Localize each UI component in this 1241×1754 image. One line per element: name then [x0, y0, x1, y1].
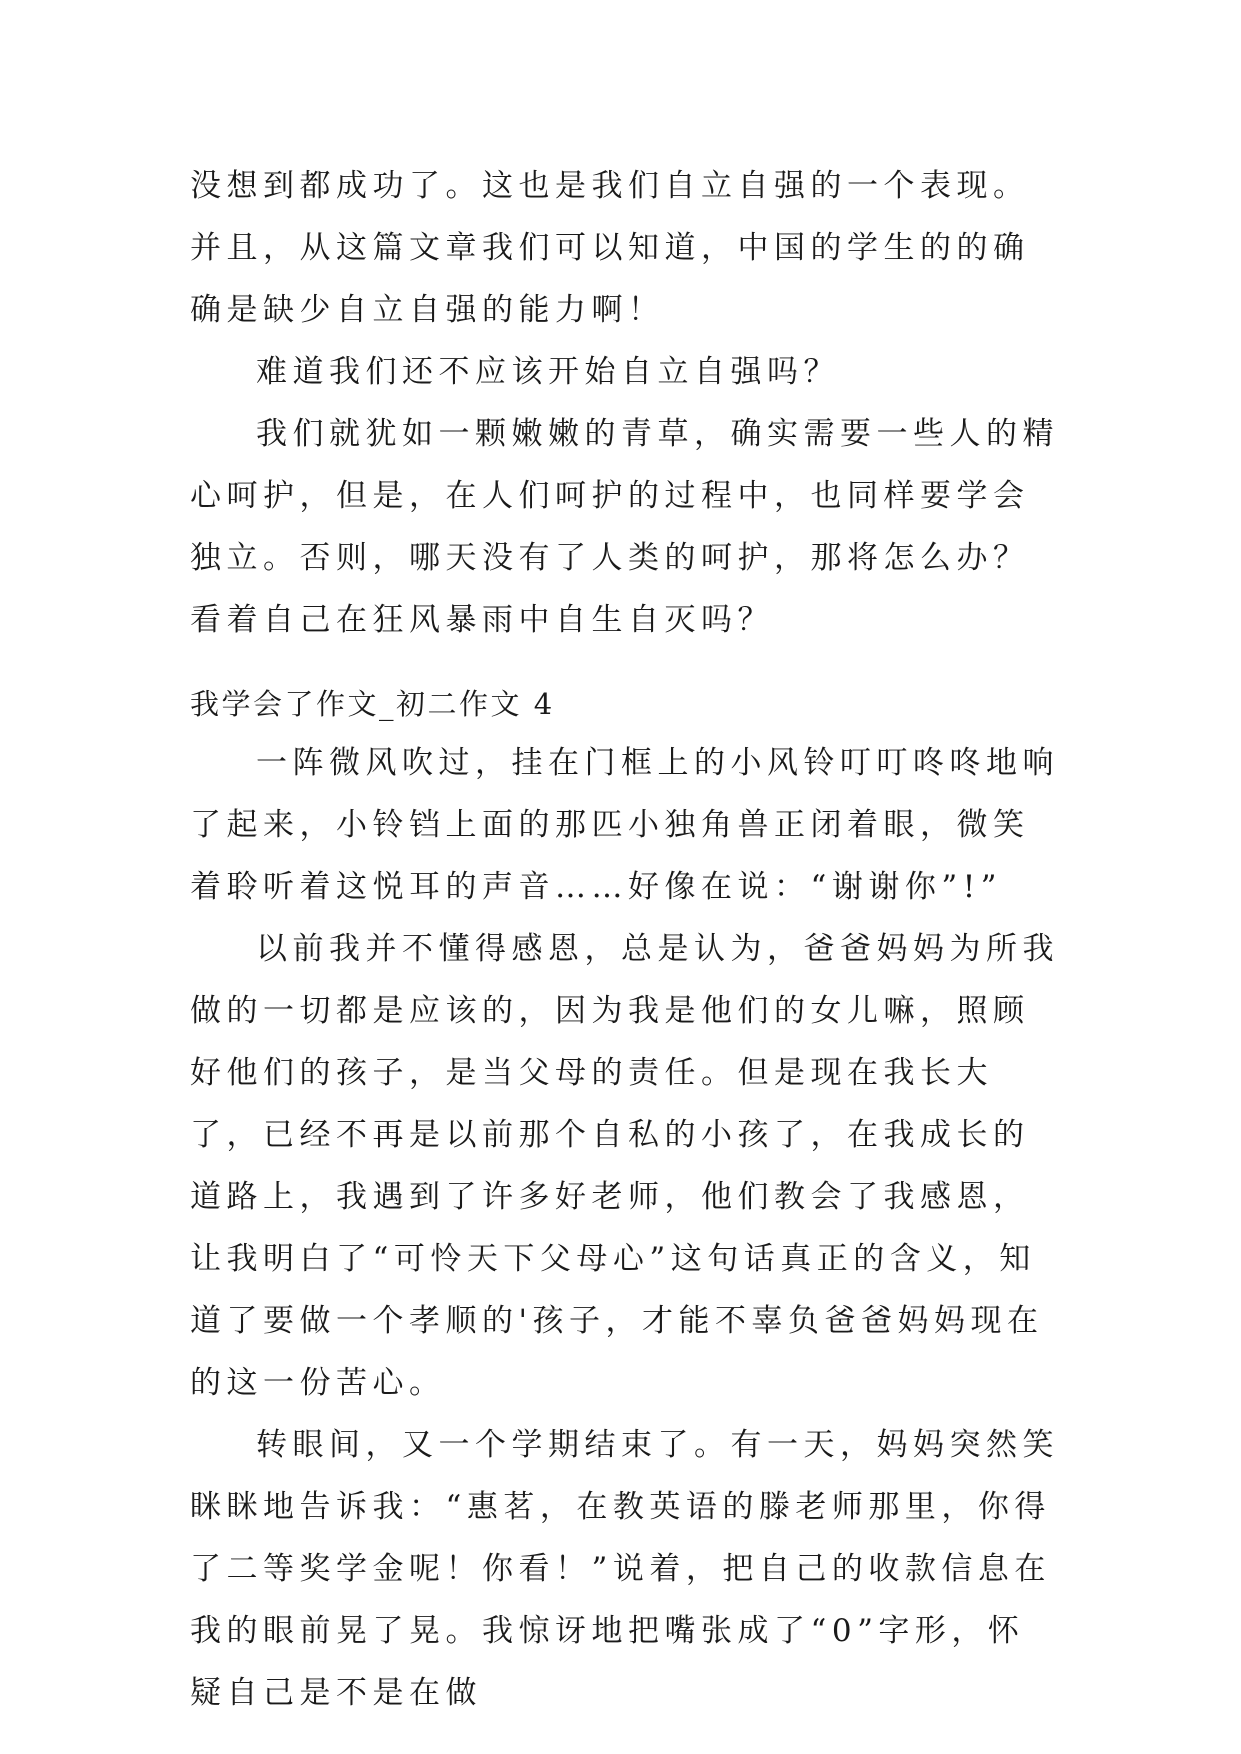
paragraph: 我们就犹如一颗嫩嫩的青草，确实需要一些人的精心呵护，但是，在人们呵护的过程中，也同样要学会独立。否则，哪天没有了人类的呵护，那将怎么办？看着自己在狂风暴雨中自生自灭吗？ [190, 416, 1059, 638]
paragraph: 没想到都成功了。这也是我们自立自强的一个表现。并且，从这篇文章我们可以知道，中国的学生的的确确是缺少自立自强的能力啊！ [190, 168, 1030, 328]
essay-title: 我学会了作文_初二作文 4 [190, 687, 555, 721]
paragraph: 难道我们还不应该开始自立自强吗？ [256, 354, 840, 390]
paragraph: 以前我并不懂得感恩，总是认为，爸爸妈妈为所我做的一切都是应该的，因为我是他们的女儿嘛，照顾好他们的孩子，是当父母的责任。但是现在我长大了，已经不再是以前那个自私的小孩了，在我成长的道路上，我遇到了许多好老师，他们教会了我感恩，让我明白了“可怜天下父母心”这句话真正的含义，知道了要做一个孝顺的'孩子，才能不辜负爸爸妈妈现在的这一份苦心。 [190, 931, 1059, 1401]
paragraph: 一阵微风吹过，挂在门框上的小风铃叮叮咚咚地响了起来，小铃铛上面的那匹小独角兽正闭着眼，微笑着聆听着这悦耳的声音……好像在说：“谢谢你”!” [190, 745, 1059, 905]
section-1-body [190, 155, 1060, 651]
paragraph: 转眼间，又一个学期结束了。有一天，妈妈突然笑眯眯地告诉我：“惠茗，在教英语的滕老师那里，你得了二等奖学金呢！你看！”说着，把自己的收款信息在我的眼前晃了晃。我惊讶地把嘴张成了“0”字形，怀疑自己是不是在做 [190, 1427, 1059, 1711]
section-2-body [190, 732, 1060, 1724]
